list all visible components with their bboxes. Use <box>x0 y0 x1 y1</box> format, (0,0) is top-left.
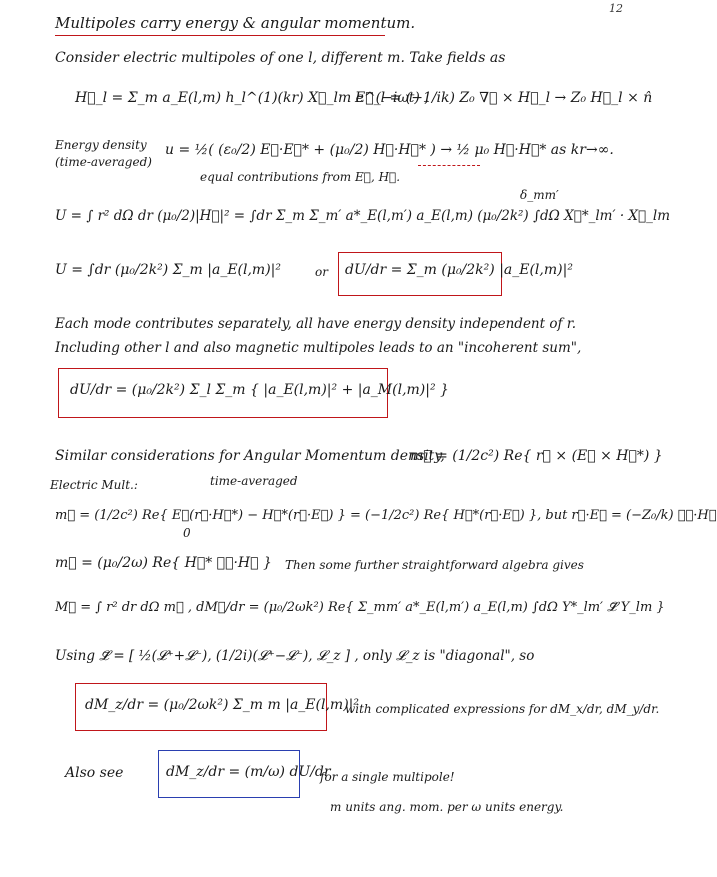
equation-single-multipole: dM_z/dr = (m/ω) dU/dr <box>166 764 331 780</box>
line-complicated: with complicated expressions for dM_x/dr, dM_y/dr. <box>345 702 660 716</box>
line-units: m units ang. mom. per ω units energy. <box>330 800 564 814</box>
equation-e-field: E⃗_l = (−1/ik) Z₀ ∇⃗ × H⃗_l → Z₀ H⃗_l × n̂ <box>355 90 653 106</box>
equation-total-energy: U = ∫ r² dΩ dr (μ₀/2)|H⃗|² = ∫dr Σ_m Σ_m′ a*_E(l,m′) a_E(l,m) (μ₀/2k²) ∫dΩ X⃗*_lm′ · X⃗_lm <box>55 208 671 224</box>
label-delta-mm: δ_mm′ <box>520 188 559 202</box>
label-zero: 0 <box>183 526 191 540</box>
label-time-averaged-2: time-averaged <box>210 474 298 488</box>
label-also-see: Also see <box>65 765 124 781</box>
line-similar: Similar considerations for Angular Momentum density, <box>55 448 445 464</box>
label-electric-mult: Electric Mult.: <box>50 478 138 492</box>
label-or: or <box>315 265 328 279</box>
page-number: 12 <box>609 2 623 15</box>
line-single-multipole: for a single multipole! <box>320 770 455 784</box>
page-title: Multipoles carry energy & angular momentum. <box>55 14 416 32</box>
equation-incoherent-sum: dU/dr = (μ₀/2k²) Σ_l Σ_m { |a_E(l,m)|² + |a_M(l,m)|² } <box>70 382 449 398</box>
equation-energy-density: u = ½( (ε₀/2) E⃗·E⃗* + (μ₀/2) H⃗·H⃗* ) → ½ μ₀ H⃗·H⃗* as kr→∞. <box>165 142 614 158</box>
equation-ang-mom-density: m⃗ = (1/2c²) Re{ r⃗ × (E⃗ × H⃗*) } <box>410 448 663 464</box>
equation-du-dr: dU/dr = Σ_m (μ₀/2k²) |a_E(l,m)|² <box>345 262 573 278</box>
underline-squiggle <box>418 162 480 166</box>
equation-dmz-dr: dM_z/dr = (μ₀/2ωk²) Σ_m m |a_E(l,m)|² <box>85 697 359 713</box>
title-underline <box>55 35 385 36</box>
line-further-algebra: Then some further straightforward algebra gives <box>285 558 584 572</box>
line-using: Using 𝓛⃗ = [ ½(𝓛⁺+𝓛⁻), (1/2i)(𝓛⁺−𝓛⁻), 𝓛_z ] , only 𝓛_z is "diagonal", so <box>55 648 535 664</box>
line-equal-contributions: equal contributions from E⃗, H⃗. <box>200 170 401 184</box>
equation-m-vector: m⃗ = (μ₀/2ω) Re{ H⃗* 𝓛⃗·H⃗ } <box>55 555 272 571</box>
line-each-mode: Each mode contributes separately, all have energy density independent of r. <box>55 316 577 332</box>
label-time-averaged: (time-averaged) <box>55 155 152 169</box>
equation-m-expand: m⃗ = (1/2c²) Re{ E⃗(r⃗·H⃗*) − H⃗*(r⃗·E⃗) } = (−1/2c²) Re{ H⃗*(r⃗·E⃗) }, but r⃗·E⃗ = (−Z₀/k) 𝓛⃗·H⃗ <box>55 508 717 523</box>
equation-energy-sum: U = ∫dr (μ₀/2k²) Σ_m |a_E(l,m)|² <box>55 262 281 278</box>
equation-dm-dr: M⃗ = ∫ r² dr dΩ m⃗ , dM⃗/dr = (μ₀/2ωk²) Re{ Σ_mm′ a*_E(l,m′) a_E(l,m) ∫dΩ Y*_lm′ 𝓛⃗ Y_lm } <box>55 600 665 615</box>
label-energy-density: Energy density <box>55 138 147 152</box>
line-consider: Consider electric multipoles of one l, different m. Take fields as <box>55 50 506 66</box>
line-including: Including other l and also magnetic multipoles leads to an "incoherent sum", <box>55 340 582 356</box>
equation-h-field: H⃗_l = Σ_m a_E(l,m) h_l^(1)(kr) X⃗_lm e^(−iωt) , <box>75 90 429 106</box>
